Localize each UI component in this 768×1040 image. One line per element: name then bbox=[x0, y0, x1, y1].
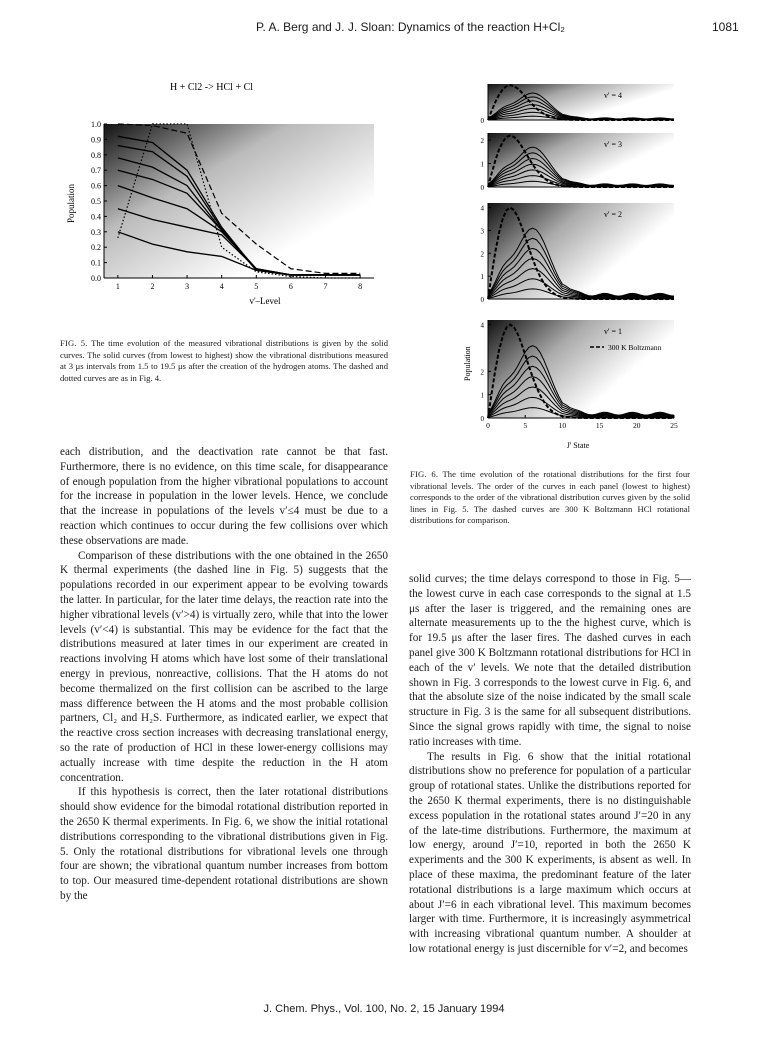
paragraph: The results in Fig. 6 show that the initial rotational distributions show no preference for population of a particular group of rotational states. Unlike the distributions reported for the 2650 K thermal experiments, there is no distinguishable excess population in the rotational states around J′=20 in any of the late-time distributions. Furthermore, the maximum at low energy, around J′=10, reported in both the 2650 K experiments and the 300 K experiments, is absent as well. In place of these maxima, the predominant feature of the later rotational distributions is a large maximum which occurs at about J′=6 in each vibrational level. This maximum becomes larger with time. Furthermore, it is increasingly asymmetrical with increasing vibrational quantum number. A shoulder at low rotational energy is just discernible for v′=2, and becomes bbox=[409, 750, 691, 955]
fig5-y-axis-label: Population bbox=[66, 183, 76, 223]
fig5-caption-label: FIG. 5. bbox=[60, 338, 88, 348]
fig6-panel-label: v' = 3 bbox=[604, 140, 622, 149]
fig5-shaded-background bbox=[104, 124, 374, 278]
fig5-title: H + Cl2 -> HCl + Cl bbox=[170, 82, 254, 93]
journal-footer: J. Chem. Phys., Vol. 100, No. 2, 15 January 1994 bbox=[263, 1003, 505, 1015]
fig5-y-tick-label: 0.3 bbox=[91, 227, 101, 237]
fig6-y-tick-label: 0 bbox=[480, 117, 484, 125]
paragraph: Comparison of these distributions with the one obtained in the 2650 K thermal experiments (the dashed line in Fig. 5) suggests that the populations recorded in our experiment appear to be evolving towards the latter. In particular, for the later time delays, the reaction rate into the higher vibrational levels (v′>4) is virtually zero, while that into the lower levels (v′<4) is substantial. This may be evidence for the fact that the distributions measured at later times in our experiment are created in reactions involving H atoms which have lost some of their translational energy in previous, nonreactive, collisions. That the H atoms do not become thermalized on the first collision can be ascribed to the large mass difference between the H atoms and the most probable collision partners, Cl₂ and H₂S. Furthermore, as indicated earlier, we expect that the reactive cross section increases with decreasing translational energy, so the rate of production of HCl in these lower-energy collisions may actually increase with time despite the reduction in the H atom concentration. bbox=[60, 549, 388, 784]
fig6-x-tick-label: 20 bbox=[633, 421, 641, 430]
fig5-y-tick-label: 0.1 bbox=[91, 258, 101, 268]
fig5-x-tick-label: 7 bbox=[323, 282, 328, 291]
fig6-y-tick-label: 1 bbox=[480, 391, 484, 400]
fig6-caption-label: FIG. 6. bbox=[410, 469, 439, 479]
fig5-y-tick-label: 0.0 bbox=[91, 274, 101, 283]
fig6-y-tick-label: 4 bbox=[480, 204, 484, 213]
fig6-caption-text: The time evolution of the rotational distributions for the first four vibrational levels. The order of the curves in each panel (lowest to highest) corresponds to the order of the vibrational distribution curves given by the solid lines in Fig. 5. The dashed curves are 300 K Boltzmann HCl rotational distributions for comparison. bbox=[410, 469, 690, 525]
fig6-caption bbox=[410, 469, 690, 527]
fig6-x-tick-label: 5 bbox=[523, 421, 528, 430]
fig6-panel-label: v' = 4 bbox=[604, 91, 622, 100]
fig5-vibrational-chart bbox=[60, 68, 390, 308]
fig5-x-tick-label: 8 bbox=[358, 282, 363, 291]
fig6-panel-label: v' = 2 bbox=[604, 210, 622, 219]
fig6-y-tick-label: 4 bbox=[480, 321, 484, 330]
fig6-y-axis-label: Population bbox=[463, 346, 472, 381]
fig6-y-tick-label: 1 bbox=[480, 273, 484, 282]
fig5-y-tick-label: 0.7 bbox=[91, 166, 101, 176]
fig6-x-axis-label: J' State bbox=[566, 441, 590, 450]
fig5-x-tick-label: 6 bbox=[288, 282, 293, 291]
fig5-x-tick-label: 3 bbox=[185, 282, 190, 291]
right-column bbox=[409, 572, 691, 957]
fig6-x-tick-label: 10 bbox=[558, 421, 567, 430]
fig5-x-tick-label: 4 bbox=[219, 282, 224, 291]
fig6-x-tick-label: 15 bbox=[595, 421, 604, 430]
fig6-legend-label: 300 K Boltzmann bbox=[608, 343, 662, 352]
fig6-x-tick-label: 25 bbox=[670, 421, 678, 430]
fig6-y-tick-label: 2 bbox=[480, 250, 484, 259]
fig5-y-tick-label: 0.9 bbox=[91, 135, 101, 145]
paragraph: each distribution, and the deactivation rate cannot be that fast. Furthermore, there is no evidence, on this time scale, for disappearance of enough population from the higher vibrational populations to account for the increase in population in the lower levels. Hence, we conclude that the increase in populations of the levels v′≤4 must be due to a reaction which continues to occur during the few collisions over which these observations are made. bbox=[60, 446, 388, 547]
fig5-y-tick-label: 0.2 bbox=[91, 243, 101, 253]
fig5-caption bbox=[60, 338, 388, 384]
fig6-panel-label: v' = 1 bbox=[604, 327, 622, 336]
fig5-y-tick-label: 0.8 bbox=[91, 150, 101, 160]
fig6-rotational-chart bbox=[448, 78, 688, 458]
left-column bbox=[60, 445, 388, 904]
fig5-caption-text: The time evolution of the measured vibrational distributions is given by the solid curves. The solid curves (from lowest to highest) show the vibrational distributions measured at 3 μs intervals from 1.5 to 19.5 μs after the creation of the hydrogen atoms. The dashed and dotted curves are as in Fig. 4. bbox=[60, 338, 388, 383]
fig6-y-tick-label: 0 bbox=[480, 184, 484, 192]
fig5-y-tick-label: 0.6 bbox=[91, 181, 101, 191]
fig6-y-tick-label: 2 bbox=[480, 137, 484, 146]
fig5-x-tick-label: 5 bbox=[254, 282, 259, 291]
paragraph: If this hypothesis is correct, then the later rotational distributions should show evidence for the bimodal rotational distribution reported in the 2650 K thermal experiments. In Fig. 6, we show the initial rotational distributions corresponding to the vibrational distributions given in Fig. 5. Only the rotational distributions for vibrational levels one through four are shown; the vibrational quantum number increases from bottom to top. Our measured time-dependent rotational distributions are shown by the bbox=[60, 786, 388, 902]
running-header bbox=[0, 20, 768, 40]
fig5-y-tick-label: 0.5 bbox=[91, 197, 101, 206]
fig6-y-tick-label: 1 bbox=[480, 160, 484, 169]
running-title: P. A. Berg and J. J. Sloan: Dynamics of the reaction H+Cl₂ bbox=[256, 20, 565, 34]
fig6-y-tick-label: 3 bbox=[480, 227, 484, 236]
paragraph: solid curves; the time delays correspond to those in Fig. 5—the lowest curve in each case corresponds to the signal at 1.5 μs after the laser is triggered, and the remaining ones are alternate measurements up to the the highest curve, which is for 19.5 μs after the laser fires. The dashed curves in each panel give 300 K Boltzmann rotational distributions for HCl in each of the v′ levels. We note that the detailed distribution shown in Fig. 3 corresponds to the lowest curve in Fig. 6, and that the absolute size of the noise indicated by the small scale structure in Fig. 3 is the same for all subsequent distributions. Since the signal grows rapidly with time, the signal to noise ratio increases with time. bbox=[409, 573, 691, 748]
fig6-x-tick-label: 0 bbox=[486, 421, 490, 430]
fig6-y-tick-label: 2 bbox=[480, 368, 484, 377]
fig5-y-tick-label: 0.4 bbox=[91, 212, 101, 222]
page-number: 1081 bbox=[712, 20, 739, 34]
fig6-y-tick-label: 0 bbox=[480, 296, 484, 304]
fig5-x-tick-label: 2 bbox=[150, 282, 155, 291]
fig5-x-axis-label: v'–Level bbox=[249, 296, 281, 306]
fig5-x-tick-label: 1 bbox=[115, 282, 120, 291]
fig5-y-tick-label: 1.0 bbox=[91, 120, 101, 129]
fig6-y-tick-label: 0 bbox=[480, 415, 484, 423]
